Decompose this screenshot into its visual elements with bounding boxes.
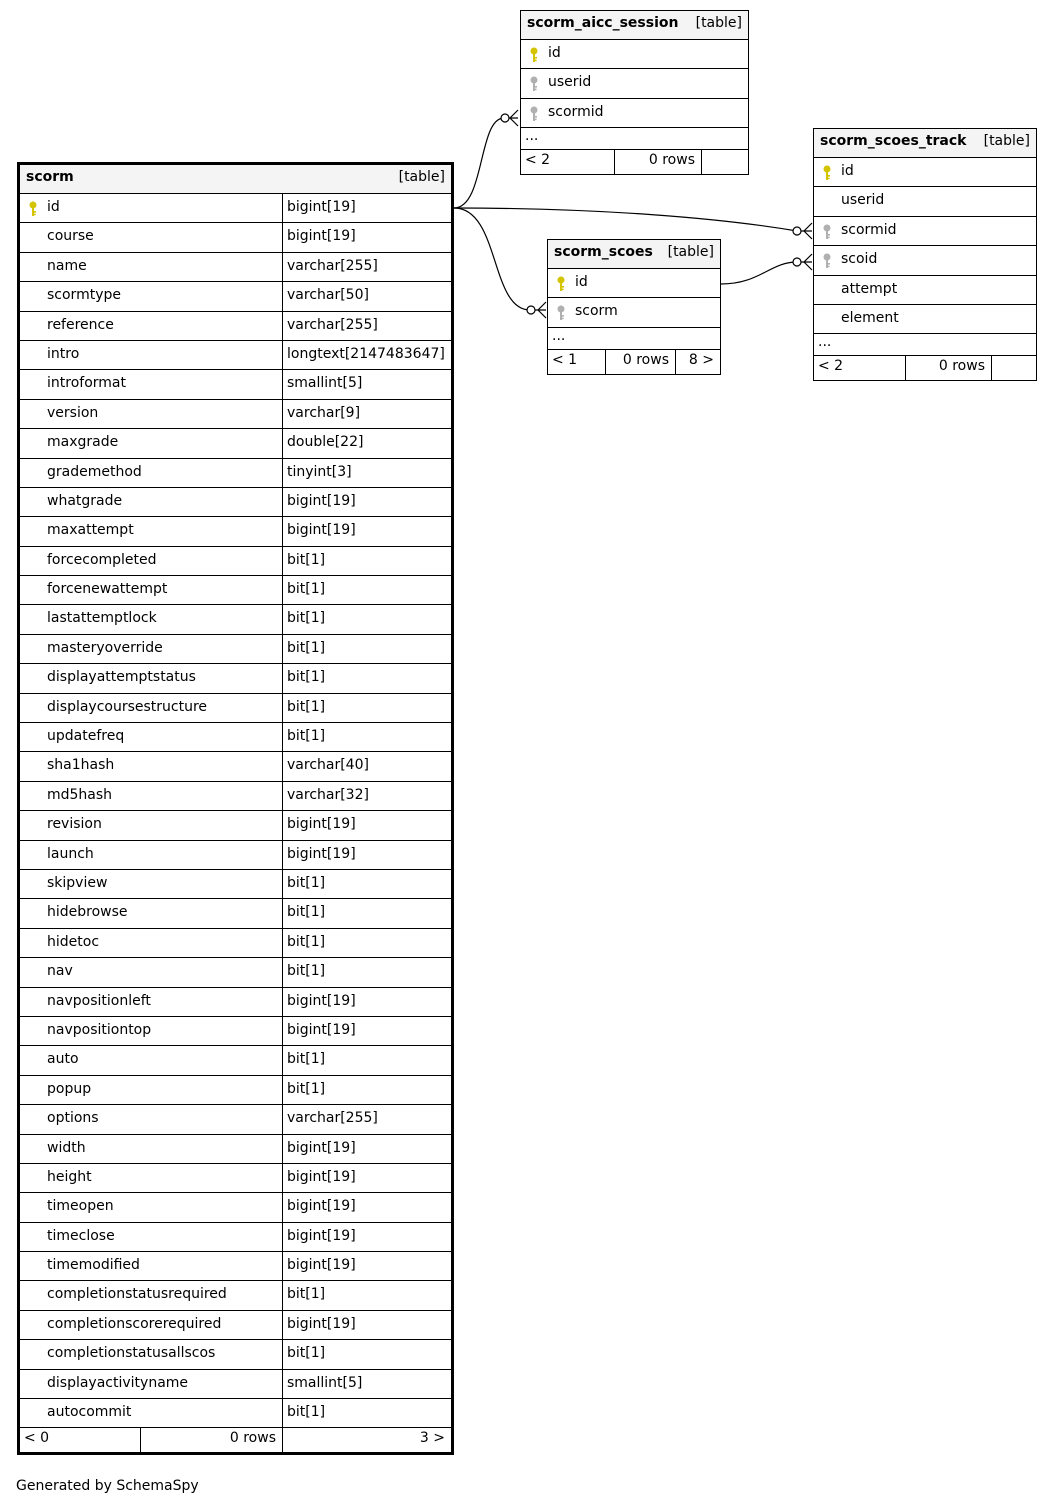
column-name: course bbox=[47, 228, 94, 245]
column-row[interactable] bbox=[20, 1370, 451, 1399]
column-row[interactable] bbox=[20, 223, 451, 252]
column-name: id bbox=[47, 199, 60, 215]
column-name: options bbox=[47, 1110, 99, 1127]
table-type: [table] bbox=[398, 169, 445, 185]
row-count: 0 rows bbox=[614, 150, 701, 174]
column-name: skipview bbox=[47, 874, 108, 891]
column-type: bigint[19] bbox=[282, 194, 451, 222]
column-type: bigint[19] bbox=[282, 1252, 451, 1280]
column-name: intro bbox=[47, 345, 80, 362]
column-row[interactable] bbox=[20, 370, 451, 399]
column-row[interactable] bbox=[20, 194, 451, 223]
table-footer bbox=[548, 350, 720, 374]
column-name: userid bbox=[548, 74, 592, 91]
crowfoot-circle bbox=[793, 227, 801, 235]
column-row[interactable] bbox=[20, 929, 451, 958]
relationship-scorm-to-scoes bbox=[454, 208, 546, 310]
crowfoot-circle bbox=[793, 258, 801, 266]
column-name: userid bbox=[841, 192, 885, 209]
table-scorm-scoes[interactable] bbox=[547, 239, 721, 375]
column-type: bigint[19] bbox=[282, 841, 451, 869]
column-row[interactable] bbox=[20, 1311, 451, 1340]
column-type: bigint[19] bbox=[282, 488, 451, 516]
table-header bbox=[548, 240, 720, 269]
column-list bbox=[20, 194, 451, 1428]
column-name: timeclose bbox=[47, 1227, 115, 1244]
column-type: bit[1] bbox=[282, 1046, 451, 1074]
column-type: bit[1] bbox=[282, 635, 451, 663]
column-name: width bbox=[47, 1139, 86, 1156]
column-row[interactable] bbox=[20, 253, 451, 282]
table-name: scorm bbox=[26, 169, 74, 185]
column-type: varchar[255] bbox=[282, 1105, 451, 1133]
foreign-key-icon bbox=[529, 76, 539, 92]
table-header bbox=[814, 129, 1036, 158]
column-name: nav bbox=[47, 963, 73, 980]
row-count: 0 rows bbox=[605, 350, 675, 374]
row-count: 0 rows bbox=[905, 356, 991, 380]
column-type: bit[1] bbox=[282, 1340, 451, 1368]
column-list bbox=[521, 40, 748, 128]
column-row[interactable] bbox=[20, 312, 451, 341]
column-row[interactable] bbox=[20, 870, 451, 899]
column-name: navpositionleft bbox=[47, 992, 151, 1009]
foreign-key-icon bbox=[822, 224, 832, 240]
column-row[interactable] bbox=[20, 459, 451, 488]
column-row[interactable] bbox=[20, 400, 451, 429]
table-footer bbox=[521, 150, 748, 174]
column-name: lastattemptlock bbox=[47, 610, 157, 627]
children-count[interactable]: 3 > bbox=[282, 1428, 451, 1452]
column-type: bigint[19] bbox=[282, 1164, 451, 1192]
column-row[interactable] bbox=[20, 605, 451, 634]
column-row[interactable] bbox=[20, 958, 451, 987]
column-type: bigint[19] bbox=[282, 1311, 451, 1339]
crowfoot-circle bbox=[501, 114, 509, 122]
column-name: scoid bbox=[841, 251, 878, 268]
column-name: timeopen bbox=[47, 1198, 114, 1215]
column-row[interactable] bbox=[20, 1281, 451, 1310]
column-row[interactable] bbox=[521, 40, 748, 69]
column-row[interactable] bbox=[814, 187, 1036, 216]
column-row[interactable] bbox=[20, 1076, 451, 1105]
column-type: varchar[255] bbox=[282, 253, 451, 281]
column-row[interactable] bbox=[20, 1046, 451, 1075]
crowfoot-circle bbox=[527, 306, 535, 314]
column-row[interactable] bbox=[20, 664, 451, 693]
column-name: version bbox=[47, 404, 99, 421]
column-name: masteryoverride bbox=[47, 639, 163, 656]
column-type: bigint[19] bbox=[282, 988, 451, 1016]
column-row[interactable] bbox=[20, 429, 451, 458]
table-name: scorm_scoes bbox=[554, 244, 653, 260]
column-row[interactable] bbox=[20, 1017, 451, 1046]
column-type: bigint[19] bbox=[282, 1017, 451, 1045]
more-columns: ... bbox=[814, 334, 1036, 356]
column-name: autocommit bbox=[47, 1404, 132, 1421]
column-name: completionstatusrequired bbox=[47, 1286, 227, 1303]
column-row[interactable] bbox=[20, 723, 451, 752]
column-name: element bbox=[841, 309, 899, 326]
table-name: scorm_scoes_track bbox=[820, 133, 967, 149]
column-type: bit[1] bbox=[282, 929, 451, 957]
column-type: bit[1] bbox=[282, 664, 451, 692]
column-row[interactable] bbox=[20, 1223, 451, 1252]
column-name: auto bbox=[47, 1051, 79, 1068]
column-row[interactable] bbox=[521, 99, 748, 128]
parents-count[interactable]: < 2 bbox=[818, 358, 844, 375]
parents-count[interactable]: < 2 bbox=[525, 152, 551, 169]
column-name: popup bbox=[47, 1080, 92, 1097]
column-row[interactable] bbox=[20, 1164, 451, 1193]
column-name: whatgrade bbox=[47, 492, 123, 509]
column-row[interactable] bbox=[20, 282, 451, 311]
column-row[interactable] bbox=[20, 1252, 451, 1281]
column-name: scorm bbox=[575, 303, 618, 320]
foreign-key-icon bbox=[529, 106, 539, 122]
column-name: hidetoc bbox=[47, 933, 100, 950]
column-name: attempt bbox=[841, 280, 898, 297]
column-type: varchar[50] bbox=[282, 282, 451, 310]
column-row[interactable] bbox=[521, 69, 748, 98]
column-type: bigint[19] bbox=[282, 811, 451, 839]
column-type: bit[1] bbox=[282, 870, 451, 898]
column-type: bit[1] bbox=[282, 899, 451, 927]
column-row[interactable] bbox=[20, 811, 451, 840]
column-name: launch bbox=[47, 845, 94, 862]
more-columns: ... bbox=[521, 128, 748, 150]
column-name: completionstatusallscos bbox=[47, 1345, 216, 1362]
column-row[interactable] bbox=[20, 841, 451, 870]
column-name: maxattempt bbox=[47, 522, 134, 539]
children-count[interactable] bbox=[701, 150, 748, 174]
table-footer bbox=[20, 1428, 451, 1452]
primary-key-icon bbox=[556, 276, 566, 292]
column-name: sha1hash bbox=[47, 757, 115, 774]
column-row[interactable] bbox=[20, 752, 451, 781]
table-type: [table] bbox=[695, 15, 742, 31]
children-count[interactable]: 8 > bbox=[675, 350, 720, 374]
column-row[interactable] bbox=[20, 1340, 451, 1369]
column-name: scormid bbox=[841, 221, 897, 238]
column-type: double[22] bbox=[282, 429, 451, 457]
children-count[interactable] bbox=[991, 356, 1036, 380]
column-type: bigint[19] bbox=[282, 1193, 451, 1221]
column-type: varchar[32] bbox=[282, 782, 451, 810]
column-list bbox=[814, 158, 1036, 334]
column-name: updatefreq bbox=[47, 728, 125, 745]
column-type: longtext[2147483647] bbox=[282, 341, 451, 369]
column-name: reference bbox=[47, 316, 114, 333]
column-name: displayactivityname bbox=[47, 1374, 189, 1391]
column-row[interactable] bbox=[548, 269, 720, 298]
column-type: tinyint[3] bbox=[282, 459, 451, 487]
column-row[interactable] bbox=[20, 635, 451, 664]
column-type: bit[1] bbox=[282, 1281, 451, 1309]
column-type: varchar[9] bbox=[282, 400, 451, 428]
column-name: revision bbox=[47, 816, 102, 833]
primary-key-icon bbox=[529, 47, 539, 63]
column-type: bit[1] bbox=[282, 605, 451, 633]
table-header bbox=[521, 11, 748, 40]
column-row[interactable] bbox=[814, 217, 1036, 246]
column-type: smallint[5] bbox=[282, 1370, 451, 1398]
column-name: completionscorerequired bbox=[47, 1315, 222, 1332]
parents-count[interactable]: < 0 bbox=[24, 1430, 50, 1447]
column-name: navpositiontop bbox=[47, 1021, 152, 1038]
column-name: height bbox=[47, 1168, 92, 1185]
column-type: bit[1] bbox=[282, 694, 451, 722]
column-row[interactable] bbox=[814, 305, 1036, 334]
table-type: [table] bbox=[667, 244, 714, 260]
table-scorm-scoes-track[interactable] bbox=[813, 128, 1037, 381]
column-type: bit[1] bbox=[282, 1399, 451, 1427]
table-scorm[interactable] bbox=[17, 162, 454, 1455]
foreign-key-icon bbox=[822, 253, 832, 269]
parents-count[interactable]: < 1 bbox=[552, 351, 578, 368]
column-type: bigint[19] bbox=[282, 517, 451, 545]
column-row[interactable] bbox=[20, 547, 451, 576]
relationship-scorm-to-scoes-track bbox=[454, 208, 812, 231]
column-type: bit[1] bbox=[282, 547, 451, 575]
column-type: bit[1] bbox=[282, 576, 451, 604]
column-name: grademethod bbox=[47, 463, 142, 480]
column-name: timemodified bbox=[47, 1257, 140, 1274]
table-footer bbox=[814, 356, 1036, 380]
column-name: name bbox=[47, 257, 87, 274]
column-row[interactable] bbox=[20, 988, 451, 1017]
column-name: id bbox=[548, 45, 561, 61]
row-count: 0 rows bbox=[140, 1428, 282, 1452]
more-columns: ... bbox=[548, 328, 720, 350]
column-list bbox=[548, 269, 720, 328]
column-type: smallint[5] bbox=[282, 370, 451, 398]
column-row[interactable] bbox=[20, 899, 451, 928]
column-row[interactable] bbox=[20, 1105, 451, 1134]
column-type: bigint[19] bbox=[282, 1135, 451, 1163]
column-row[interactable] bbox=[20, 1135, 451, 1164]
column-type: bit[1] bbox=[282, 1076, 451, 1104]
primary-key-icon bbox=[28, 201, 38, 217]
column-row[interactable] bbox=[814, 158, 1036, 187]
column-row[interactable] bbox=[20, 341, 451, 370]
column-name: displayattemptstatus bbox=[47, 669, 196, 686]
column-type: varchar[255] bbox=[282, 312, 451, 340]
column-row[interactable] bbox=[20, 488, 451, 517]
column-name: forcecompleted bbox=[47, 551, 157, 568]
foreign-key-icon bbox=[556, 305, 566, 321]
column-row[interactable] bbox=[20, 576, 451, 605]
column-name: scormtype bbox=[47, 287, 121, 304]
generated-by-footer: Generated by SchemaSpy bbox=[16, 1478, 199, 1494]
column-row[interactable] bbox=[20, 1193, 451, 1222]
column-row[interactable] bbox=[20, 1399, 451, 1428]
column-name: md5hash bbox=[47, 786, 113, 803]
column-row[interactable] bbox=[814, 246, 1036, 275]
column-type: varchar[40] bbox=[282, 752, 451, 780]
column-type: bit[1] bbox=[282, 958, 451, 986]
column-row[interactable] bbox=[20, 694, 451, 723]
column-row[interactable] bbox=[548, 298, 720, 327]
column-name: introformat bbox=[47, 375, 126, 392]
column-name: hidebrowse bbox=[47, 904, 128, 921]
table-scorm-aicc-session[interactable] bbox=[520, 10, 749, 175]
column-row[interactable] bbox=[814, 276, 1036, 305]
table-name: scorm_aicc_session bbox=[527, 15, 679, 31]
primary-key-icon bbox=[822, 165, 832, 181]
table-header bbox=[20, 165, 451, 194]
relationship-scorm-to-aicc-session bbox=[454, 118, 518, 208]
table-type: [table] bbox=[983, 133, 1030, 149]
column-name: forcenewattempt bbox=[47, 581, 168, 598]
column-name: maxgrade bbox=[47, 434, 119, 451]
column-type: bigint[19] bbox=[282, 223, 451, 251]
column-row[interactable] bbox=[20, 782, 451, 811]
column-type: bit[1] bbox=[282, 723, 451, 751]
column-row[interactable] bbox=[20, 517, 451, 546]
column-name: scormid bbox=[548, 103, 604, 120]
column-name: id bbox=[575, 274, 588, 290]
column-name: id bbox=[841, 163, 854, 179]
column-name: displaycoursestructure bbox=[47, 698, 208, 715]
column-type: bigint[19] bbox=[282, 1223, 451, 1251]
